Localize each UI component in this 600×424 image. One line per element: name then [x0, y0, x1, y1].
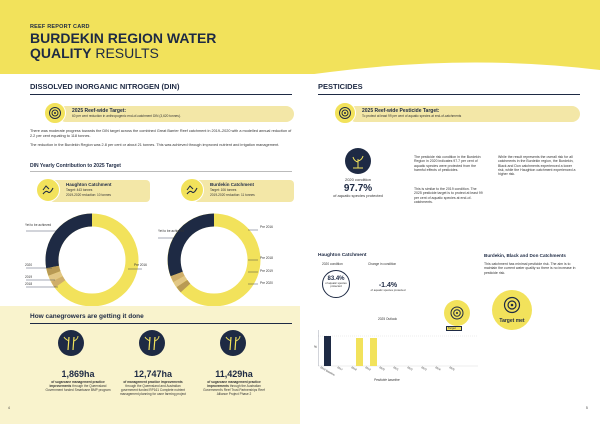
stat-block-1: [42, 369, 114, 393]
tick-label: 2022: [406, 366, 414, 372]
haughton-label-pre2016: Pre 2016: [134, 263, 147, 267]
page-number-left: 4: [8, 406, 10, 410]
outlook-bar-2016: [324, 336, 331, 366]
change-block: [368, 282, 408, 292]
tick-label: 2019: [364, 366, 372, 372]
stat-number: 1,869ha: [61, 369, 95, 379]
outlook-ticks: [321, 366, 481, 376]
outlook-label: 2025 Outlook: [378, 317, 397, 321]
din-target-title: 2025 Reef-wide Target:: [72, 108, 127, 114]
burdekin-label-2020: Pre 2020: [260, 281, 273, 285]
pesticides-heading-rule: [318, 94, 580, 95]
header-kicker: REEF REPORT CARD: [30, 24, 90, 30]
condition-caption: of aquatic species protected: [333, 192, 383, 198]
change-value: -1.4%: [378, 282, 398, 289]
stat-block-2: [119, 369, 187, 397]
burdekin-din-name: Burdekin Catchment: [210, 182, 255, 187]
title-light: RESULTS: [95, 45, 159, 61]
stat-text-rest: through the Australian Government's Reef Trust Partnerships Reef Alliance Project Phase 2: [203, 383, 265, 396]
page-number-right: 5: [586, 406, 588, 410]
tick-label: 2025: [448, 366, 456, 372]
outlook-bar-2019: [356, 338, 363, 366]
stat-text-rest: through the Queensland and Australian government funded RP161 Complete nutrient management planning for cane farming project: [120, 383, 186, 396]
haughton-din-target: Target: 443 tonnes: [66, 188, 93, 192]
stat-text: [42, 381, 114, 393]
condition-label: 2020 condition: [344, 177, 372, 182]
burdekin-label-2019: Pre 2019: [260, 269, 273, 273]
din-heading-rule: [30, 94, 292, 95]
change-caption: of aquatic species protected: [370, 288, 406, 292]
haughton-pest-heading: Haughton Catchment: [318, 253, 367, 258]
page-title-line2: [30, 46, 159, 61]
stat-number: 12,747ha: [133, 369, 173, 379]
haughton-label-2020: 2020: [25, 263, 33, 267]
stat-text-bold: of sugarcane management practice improvements: [207, 380, 261, 388]
river-icon: [185, 183, 199, 197]
stat-text-bold: of sugarcane management practice improvements: [49, 380, 105, 388]
din-yearly-rule: [30, 171, 292, 172]
condition-block: [318, 178, 398, 198]
burdekin-label-2018: Pre 2018: [260, 256, 273, 260]
canegrowers-heading: How canegrowers are getting it done: [30, 313, 144, 320]
outlook-bar-2020: [370, 338, 377, 366]
tick-label: 2018: [350, 366, 358, 372]
sugarcane-icon: [225, 335, 241, 351]
condition-value: 97.7%: [343, 182, 373, 194]
pesticide-target-title: 2025 Reef-wide Pesticide Target:: [362, 108, 440, 114]
haughton-label-2018: 2018: [25, 282, 33, 286]
canegrowers-rule: [30, 323, 292, 324]
burdekin-donut-2018: [177, 274, 179, 279]
haughton-label-yet: Yet to be achieved: [25, 223, 52, 227]
pesticide-target-text: To protect at least 99 per cent of aquatic species at end-of-catchments: [362, 114, 462, 118]
tick-label: 2020: [378, 366, 386, 372]
haughton-donut-yet: [52, 220, 92, 267]
haughton-label-2019: 2019: [25, 275, 33, 279]
haughton-pest-value-block: [320, 276, 352, 288]
burdekin-donut-2019: [179, 279, 182, 284]
din-heading: DISSOLVED INORGANIC NITROGEN (DIN): [30, 82, 180, 91]
haughton-pest-value: 83.4%: [327, 276, 345, 282]
pesticide-para-right: While the result represents the overall risk for all catchments in the Burdekin region, the Burdekin, Black and Don catchments experienced a lower risk, while the Haughton catchment experienced a higher risk.: [498, 155, 576, 177]
haughton-donut-2020: [53, 267, 55, 274]
burdekin-din-target: Target: 106 tonnes: [210, 188, 237, 192]
pesticide-para-left-1: The pesticide risk condition in the Burdekin Region in 2020 indicates 97.7 per cent of aquatic species were protected from the harmful effects of pesticides.: [414, 155, 481, 172]
plant-icon: [350, 153, 366, 169]
haughton-donut-2018: [57, 279, 60, 284]
haughton-din-name: Haughton Catchment: [66, 182, 112, 187]
canegrowers-band: [0, 306, 300, 424]
target-icon: [338, 106, 352, 120]
pesticides-heading: PESTICIDES: [318, 82, 363, 91]
tick-label: 2016 Baseline: [319, 366, 336, 377]
stat-number: 11,429ha: [215, 369, 253, 379]
stat-text: [198, 381, 270, 397]
page-title-line1: BURDEKIN REGION WATER: [30, 30, 217, 46]
target-icon: [502, 295, 522, 315]
din-para-1: There was moderate progress towards the DIN target across the combined Great Barrier Reef catchment in 2019–2020 with a modelled annual reduction of 2.2 per cent equating to 118 tonnes.: [30, 129, 292, 138]
stat-text-rest: through the Queensland Government funded Smartcane BMP program: [45, 383, 111, 392]
din-yearly-heading: DIN Yearly Contribution to 2025 Target: [30, 163, 121, 169]
burdekin-din-reduction: 2019-2020 reduction: 11 tonnes: [210, 193, 255, 197]
title-bold: QUALITY: [30, 45, 92, 61]
bdb-text: This catchment has minimal pesticide risk. The aim is to maintain the current water quality so there is no increase in pesticide risk.: [484, 262, 576, 275]
stat-block-3: [198, 369, 270, 397]
burdekin-label-yet: Yet to be achieved: [158, 229, 185, 233]
tick-label: 2023: [420, 366, 428, 372]
target-icon: [449, 305, 465, 321]
burdekin-label-pre2016: Pre 2016: [260, 225, 273, 229]
change-label: Change in condition: [368, 262, 397, 266]
haughton-din-reduction: 2019-2020 reduction: 10 tonnes: [66, 193, 112, 197]
sugarcane-icon: [144, 335, 160, 351]
target-met-label: Target met: [499, 318, 525, 324]
pesticide-para-left-2: This is similar to the 2019 condition. The 2025 pesticide target is to protect at least 99 per cent of aquatic species at end-of-catchments.: [414, 187, 483, 204]
burdekin-donut-chart: [158, 208, 288, 314]
target-tag-label: Target: [448, 326, 456, 330]
condition-2020-label: 2020 condition: [322, 262, 343, 266]
din-target-text: 60 per cent reduction in anthropogenic end-of-catchment DIN (3,620 tonnes).: [72, 114, 181, 118]
target-icon: [48, 106, 62, 120]
sugarcane-icon: [63, 335, 79, 351]
axis-label: Pesticide baseline: [374, 378, 400, 382]
bdb-heading: Burdekin, Black and Don Catchments: [484, 253, 566, 258]
tick-label: 2017: [336, 366, 344, 372]
din-para-2: The reduction in the Burdekin Region was 2.8 per cent or about 21 tonnes. This was achieved through improved nutrient and irrigation management.: [30, 143, 280, 147]
stat-text-bold: of management practice improvements: [123, 380, 183, 384]
tick-label: 2021: [392, 366, 400, 372]
y-tick-label: %: [314, 345, 317, 349]
burdekin-donut-2020: [182, 284, 186, 289]
haughton-donut-2019: [55, 274, 58, 280]
river-icon: [41, 183, 55, 197]
haughton-pest-caption: of aquatic species protected: [325, 282, 347, 289]
stat-text: [119, 381, 187, 397]
tick-label: 2024: [434, 366, 442, 372]
